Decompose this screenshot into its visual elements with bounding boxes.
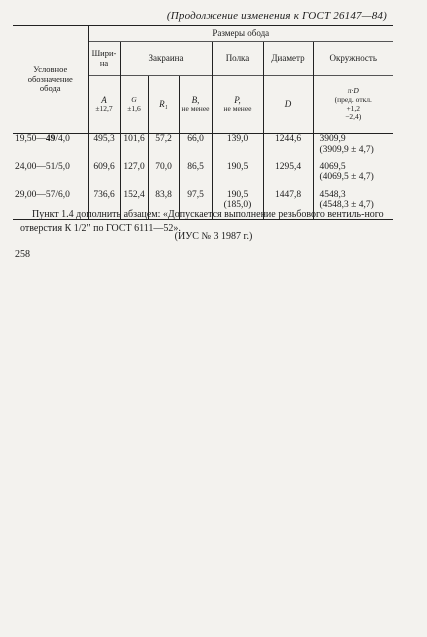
col-header-width: Шири-на (88, 42, 120, 76)
table-row (13, 162, 393, 190)
r-cell: 70,0 (148, 162, 179, 190)
subheader-flange-b: B, не менее (179, 76, 212, 134)
circumference-cell: 3909,9 (3909,9 ± 4,7) (313, 134, 393, 162)
col-header-designation: Условное обозначение обода (13, 26, 88, 134)
designation-cell: 29,00—57/6,0 (13, 190, 88, 220)
diameter-cell: 1244,6 (263, 134, 313, 162)
subheader-shelf-p: P, не менее (212, 76, 263, 134)
subheader-width-a: A ±12,7 (88, 76, 120, 134)
b-cell: 66,0 (179, 134, 212, 162)
shelf-cell: 139,0 (212, 134, 263, 162)
amendment-note: Пункт 1.4 дополнить абзацем: «Допускается выполнение резьбового вентиль-ного отверстия К 1/2" по ГОСТ 6111—52». (20, 209, 384, 234)
page-header: (Продолжение изменения к ГОСТ 26147—84) (166, 10, 387, 22)
r-cell: 83,8 (148, 190, 179, 220)
shelf-cell: 190,5 (212, 162, 263, 190)
col-header-flange: Закраина (120, 42, 212, 76)
r-cell: 57,2 (148, 134, 179, 162)
shelf-cell: 190,5 (185,0) (212, 190, 263, 220)
rim-dimensions-table (13, 25, 393, 220)
subheader-flange-g: G ±1,6 (120, 76, 148, 134)
group-header-rim-sizes: Размеры обода (88, 26, 393, 42)
b-cell: 97,5 (179, 190, 212, 220)
col-header-circumference: Окружность (313, 42, 393, 76)
g-cell: 127,0 (120, 162, 148, 190)
col-header-shelf: Полка (212, 42, 263, 76)
b-cell: 86,5 (179, 162, 212, 190)
subheader-flange-r: R₁ (148, 76, 179, 134)
designation-cell: 19,50—49/4,0 (15, 134, 70, 144)
diameter-cell: 1295,4 (263, 162, 313, 190)
circumference-cell: 4548,3 (4548,3 ± 4,7) (313, 190, 393, 220)
designation-cell: 24,00—51/5,0 (15, 161, 70, 172)
g-cell: 101,6 (120, 134, 148, 162)
width-cell: 736,6 (88, 190, 120, 220)
width-cell: 609,6 (88, 162, 120, 190)
g-cell: 152,4 (120, 190, 148, 220)
col-header-diameter: Диаметр (263, 42, 313, 76)
subheader-circumference: π·D (пред. откл. +1,2 −2,4) (313, 76, 393, 134)
subheader-diameter-d: D (263, 76, 313, 134)
diameter-cell: 1447,8 (263, 190, 313, 220)
circumference-cell: 4069,5 (4069,5 ± 4,7) (313, 162, 393, 190)
width-cell: 495,3 (88, 134, 120, 162)
iuc-reference: (ИУС № 3 1987 г.) (174, 231, 253, 242)
page-number: 258 (15, 249, 30, 260)
table-row (13, 134, 393, 162)
